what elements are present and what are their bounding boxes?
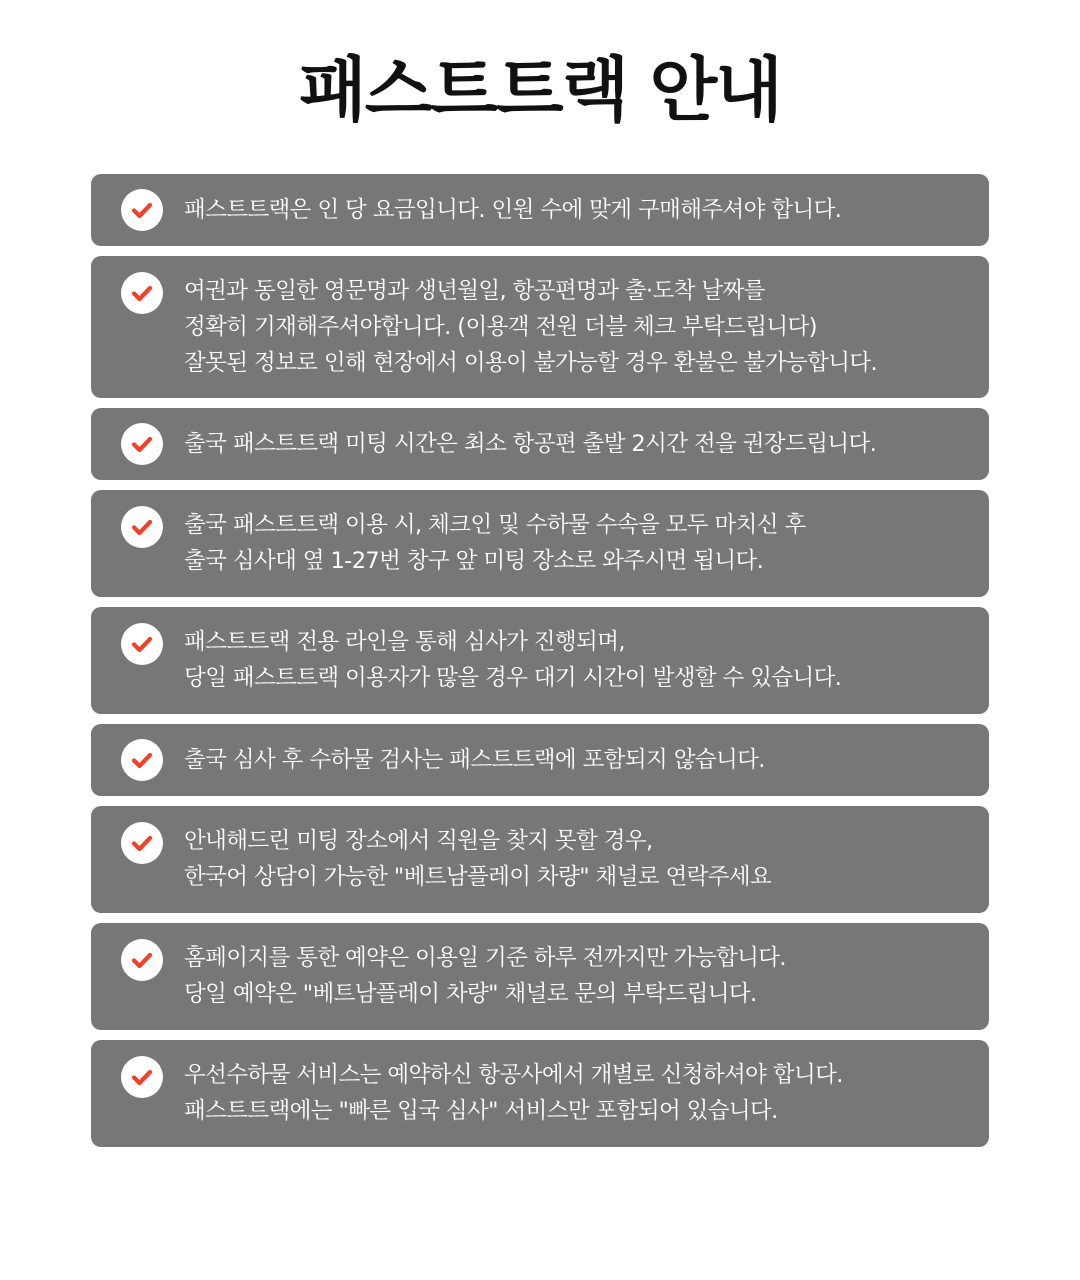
notice-line: 출국 패스트트랙 이용 시, 체크인 및 수하물 수속을 모두 마치신 후 [184, 512, 806, 538]
notice-line: 패스트트랙은 인 당 요금입니다. 인원 수에 맞게 구매해주셔야 합니다. [184, 197, 842, 223]
check-circle-icon [121, 1056, 163, 1098]
notice-item [91, 806, 989, 913]
notice-text [184, 940, 786, 1012]
notice-item [91, 490, 989, 597]
notice-text [184, 823, 771, 895]
check-circle-icon [121, 423, 163, 465]
notice-item [91, 408, 989, 480]
notice-line: 패스트트랙 전용 라인을 통해 심사가 진행되며, [184, 629, 625, 655]
notice-line: 출국 패스트트랙 미팅 시간은 최소 항공편 출발 2시간 전을 권장드립니다. [184, 431, 877, 457]
notice-text [184, 624, 841, 696]
notice-line: 출국 심사대 옆 1-27번 창구 앞 미팅 장소로 와주시면 됩니다. [184, 548, 764, 574]
notice-line: 출국 심사 후 수하물 검사는 패스트트랙에 포함되지 않습니다. [184, 747, 765, 773]
notice-text [184, 507, 806, 579]
notice-item [91, 174, 989, 246]
check-circle-icon [121, 506, 163, 548]
notice-item [91, 724, 989, 796]
notice-line: 당일 패스트트랙 이용자가 많을 경우 대기 시간이 발생할 수 있습니다. [184, 665, 842, 691]
notice-item [91, 256, 989, 398]
check-circle-icon [121, 623, 163, 665]
notice-line: 여권과 동일한 영문명과 생년월일, 항공편명과 출·도착 날짜를 [184, 278, 765, 304]
check-circle-icon [121, 939, 163, 981]
notice-item [91, 607, 989, 714]
notice-text [184, 273, 877, 381]
notice-line: 패스트트랙에는 "빠른 입국 심사" 서비스만 포함되어 있습니다. [184, 1098, 778, 1124]
notice-item [91, 1040, 989, 1147]
notice-line: 당일 예약은 "베트남플레이 차량" 채널로 문의 부탁드립니다. [184, 981, 757, 1007]
notice-line: 우선수하물 서비스는 예약하신 항공사에서 개별로 신청하셔야 합니다. [184, 1062, 843, 1088]
notice-text [184, 192, 841, 228]
notice-list [91, 174, 989, 1157]
check-circle-icon [121, 739, 163, 781]
check-circle-icon [121, 822, 163, 864]
notice-line: 잘못된 정보로 인해 현장에서 이용이 불가능할 경우 환불은 불가능합니다. [184, 350, 878, 376]
notice-line: 정확히 기재해주셔야합니다. (이용객 전원 더블 체크 부탁드립니다) [184, 314, 817, 340]
notice-text [184, 426, 876, 462]
page-title: 패스트트랙 안내 [299, 49, 781, 131]
notice-line: 안내해드린 미팅 장소에서 직원을 찾지 못할 경우, [184, 828, 653, 854]
notice-line: 한국어 상담이 가능한 "베트남플레이 차량" 채널로 연락주세요 [184, 864, 772, 890]
notice-line: 홈페이지를 통한 예약은 이용일 기준 하루 전까지만 가능합니다. [184, 945, 786, 971]
notice-item [91, 923, 989, 1030]
notice-text [184, 1057, 843, 1129]
check-circle-icon [121, 189, 163, 231]
check-circle-icon [121, 272, 163, 314]
notice-text [184, 742, 765, 778]
